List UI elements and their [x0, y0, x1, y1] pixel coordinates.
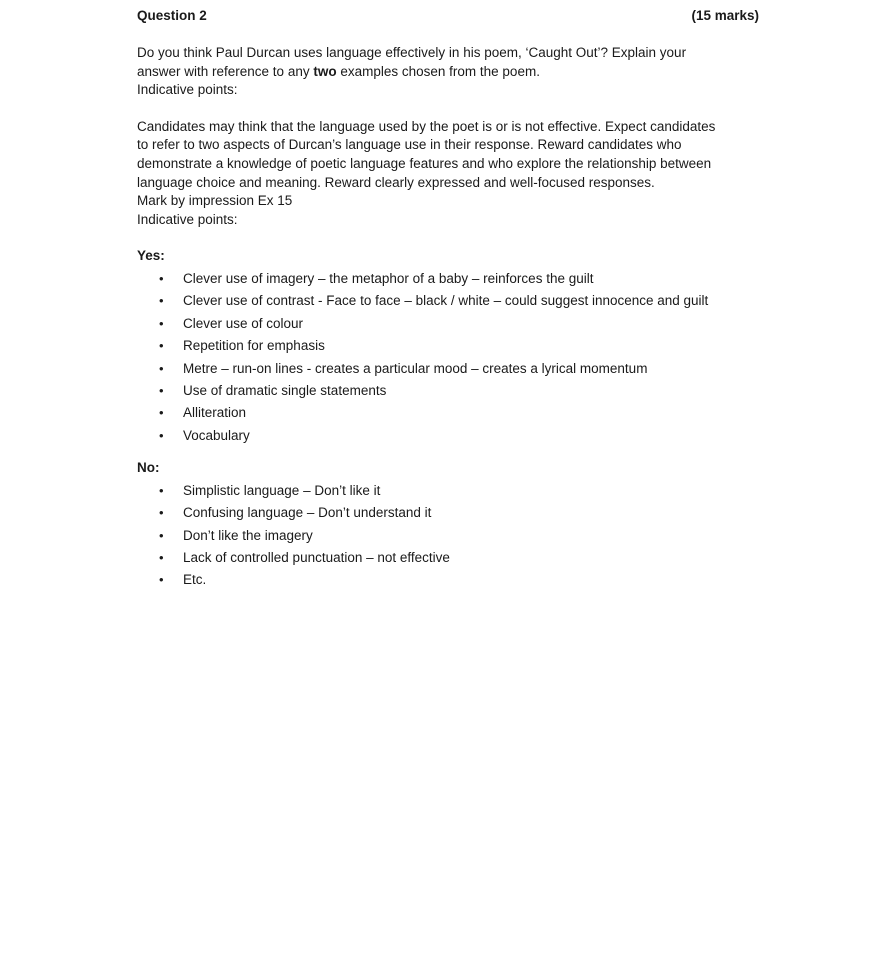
- bullet-icon: •: [159, 505, 164, 521]
- question-line-2-start: answer with reference to any: [137, 63, 314, 79]
- bullet-icon: •: [159, 315, 164, 331]
- guidance-line: demonstrate a knowledge of poetic language features and who explore the relationship between: [137, 155, 712, 171]
- guidance-line: Candidates may think that the language used by the poet is or is not effective. Expect candidates: [137, 118, 716, 134]
- question-title: Question 2: [137, 8, 207, 23]
- list-item: [137, 290, 759, 312]
- bullet-icon: •: [159, 270, 164, 286]
- marking-guidance: [137, 118, 759, 230]
- list-item-text: Alliteration: [183, 405, 247, 421]
- yes-bullet-list: [137, 268, 759, 447]
- list-item-text: Lack of controlled punctuation – not effective: [183, 550, 450, 565]
- list-item-text: Clever use of imagery – the metaphor of a baby – reinforces the guilt: [183, 270, 594, 286]
- list-item: [137, 547, 759, 569]
- list-item-text: Simplistic language – Don’t like it: [183, 482, 381, 498]
- bullet-icon: •: [159, 572, 164, 588]
- bullet-icon: •: [159, 482, 164, 498]
- list-item: [137, 313, 759, 335]
- indicative-points-label-2: Indicative points:: [137, 211, 238, 227]
- list-item: [137, 425, 759, 447]
- question-emphasis: two: [313, 63, 337, 79]
- list-item-text: Don’t like the imagery: [183, 527, 313, 543]
- question-text: [137, 44, 759, 100]
- list-item-text: Confusing language – Don’t understand it: [183, 505, 432, 521]
- list-item: [137, 480, 759, 502]
- guidance-line: language choice and meaning. Reward clearly expressed and well-focused responses.: [137, 174, 655, 190]
- list-item-text: Repetition for emphasis: [183, 338, 325, 354]
- list-item-text: Clever use of colour: [183, 315, 304, 331]
- question-header: [137, 8, 759, 28]
- list-item-text: Clever use of contrast - Face to face – black / white – could suggest innocence and guilt: [183, 293, 709, 309]
- document-page: [137, 8, 759, 592]
- question-line-1: Do you think Paul Durcan uses language effectively in his poem, ‘Caught Out’? Explain your: [137, 45, 687, 60]
- list-item: [137, 335, 759, 357]
- question-line-2: [137, 63, 759, 82]
- list-item-text: Etc.: [183, 572, 207, 588]
- list-item: [137, 525, 759, 547]
- bullet-icon: •: [159, 550, 164, 565]
- bullet-icon: •: [159, 360, 164, 376]
- bullet-icon: •: [159, 382, 164, 398]
- bullet-icon: •: [159, 427, 164, 443]
- guidance-line: to refer to two aspects of Durcan’s language use in their response. Reward candidates who: [137, 137, 682, 153]
- bullet-icon: •: [159, 527, 164, 543]
- list-item: [137, 569, 759, 591]
- list-item-text: Metre – run-on lines - creates a particular mood – creates a lyrical momentum: [183, 360, 648, 376]
- bullet-icon: •: [159, 338, 164, 354]
- yes-section-title: Yes:: [137, 248, 165, 264]
- list-item: [137, 268, 759, 290]
- bullet-icon: •: [159, 405, 164, 421]
- question-line-2-end: examples chosen from the poem.: [336, 63, 540, 79]
- list-item: [137, 358, 759, 380]
- bullet-icon: •: [159, 293, 164, 309]
- indicative-points-label-1: Indicative points:: [137, 82, 238, 98]
- list-item: [137, 380, 759, 402]
- list-item-text: Use of dramatic single statements: [183, 382, 387, 398]
- list-item-text: Vocabulary: [183, 427, 250, 443]
- list-item: [137, 502, 759, 524]
- list-item: [137, 402, 759, 424]
- no-section-title: No:: [137, 460, 160, 476]
- mark-note: Mark by impression Ex 15: [137, 193, 293, 209]
- no-bullet-list: [137, 480, 759, 592]
- question-marks: (15 marks): [691, 8, 759, 23]
